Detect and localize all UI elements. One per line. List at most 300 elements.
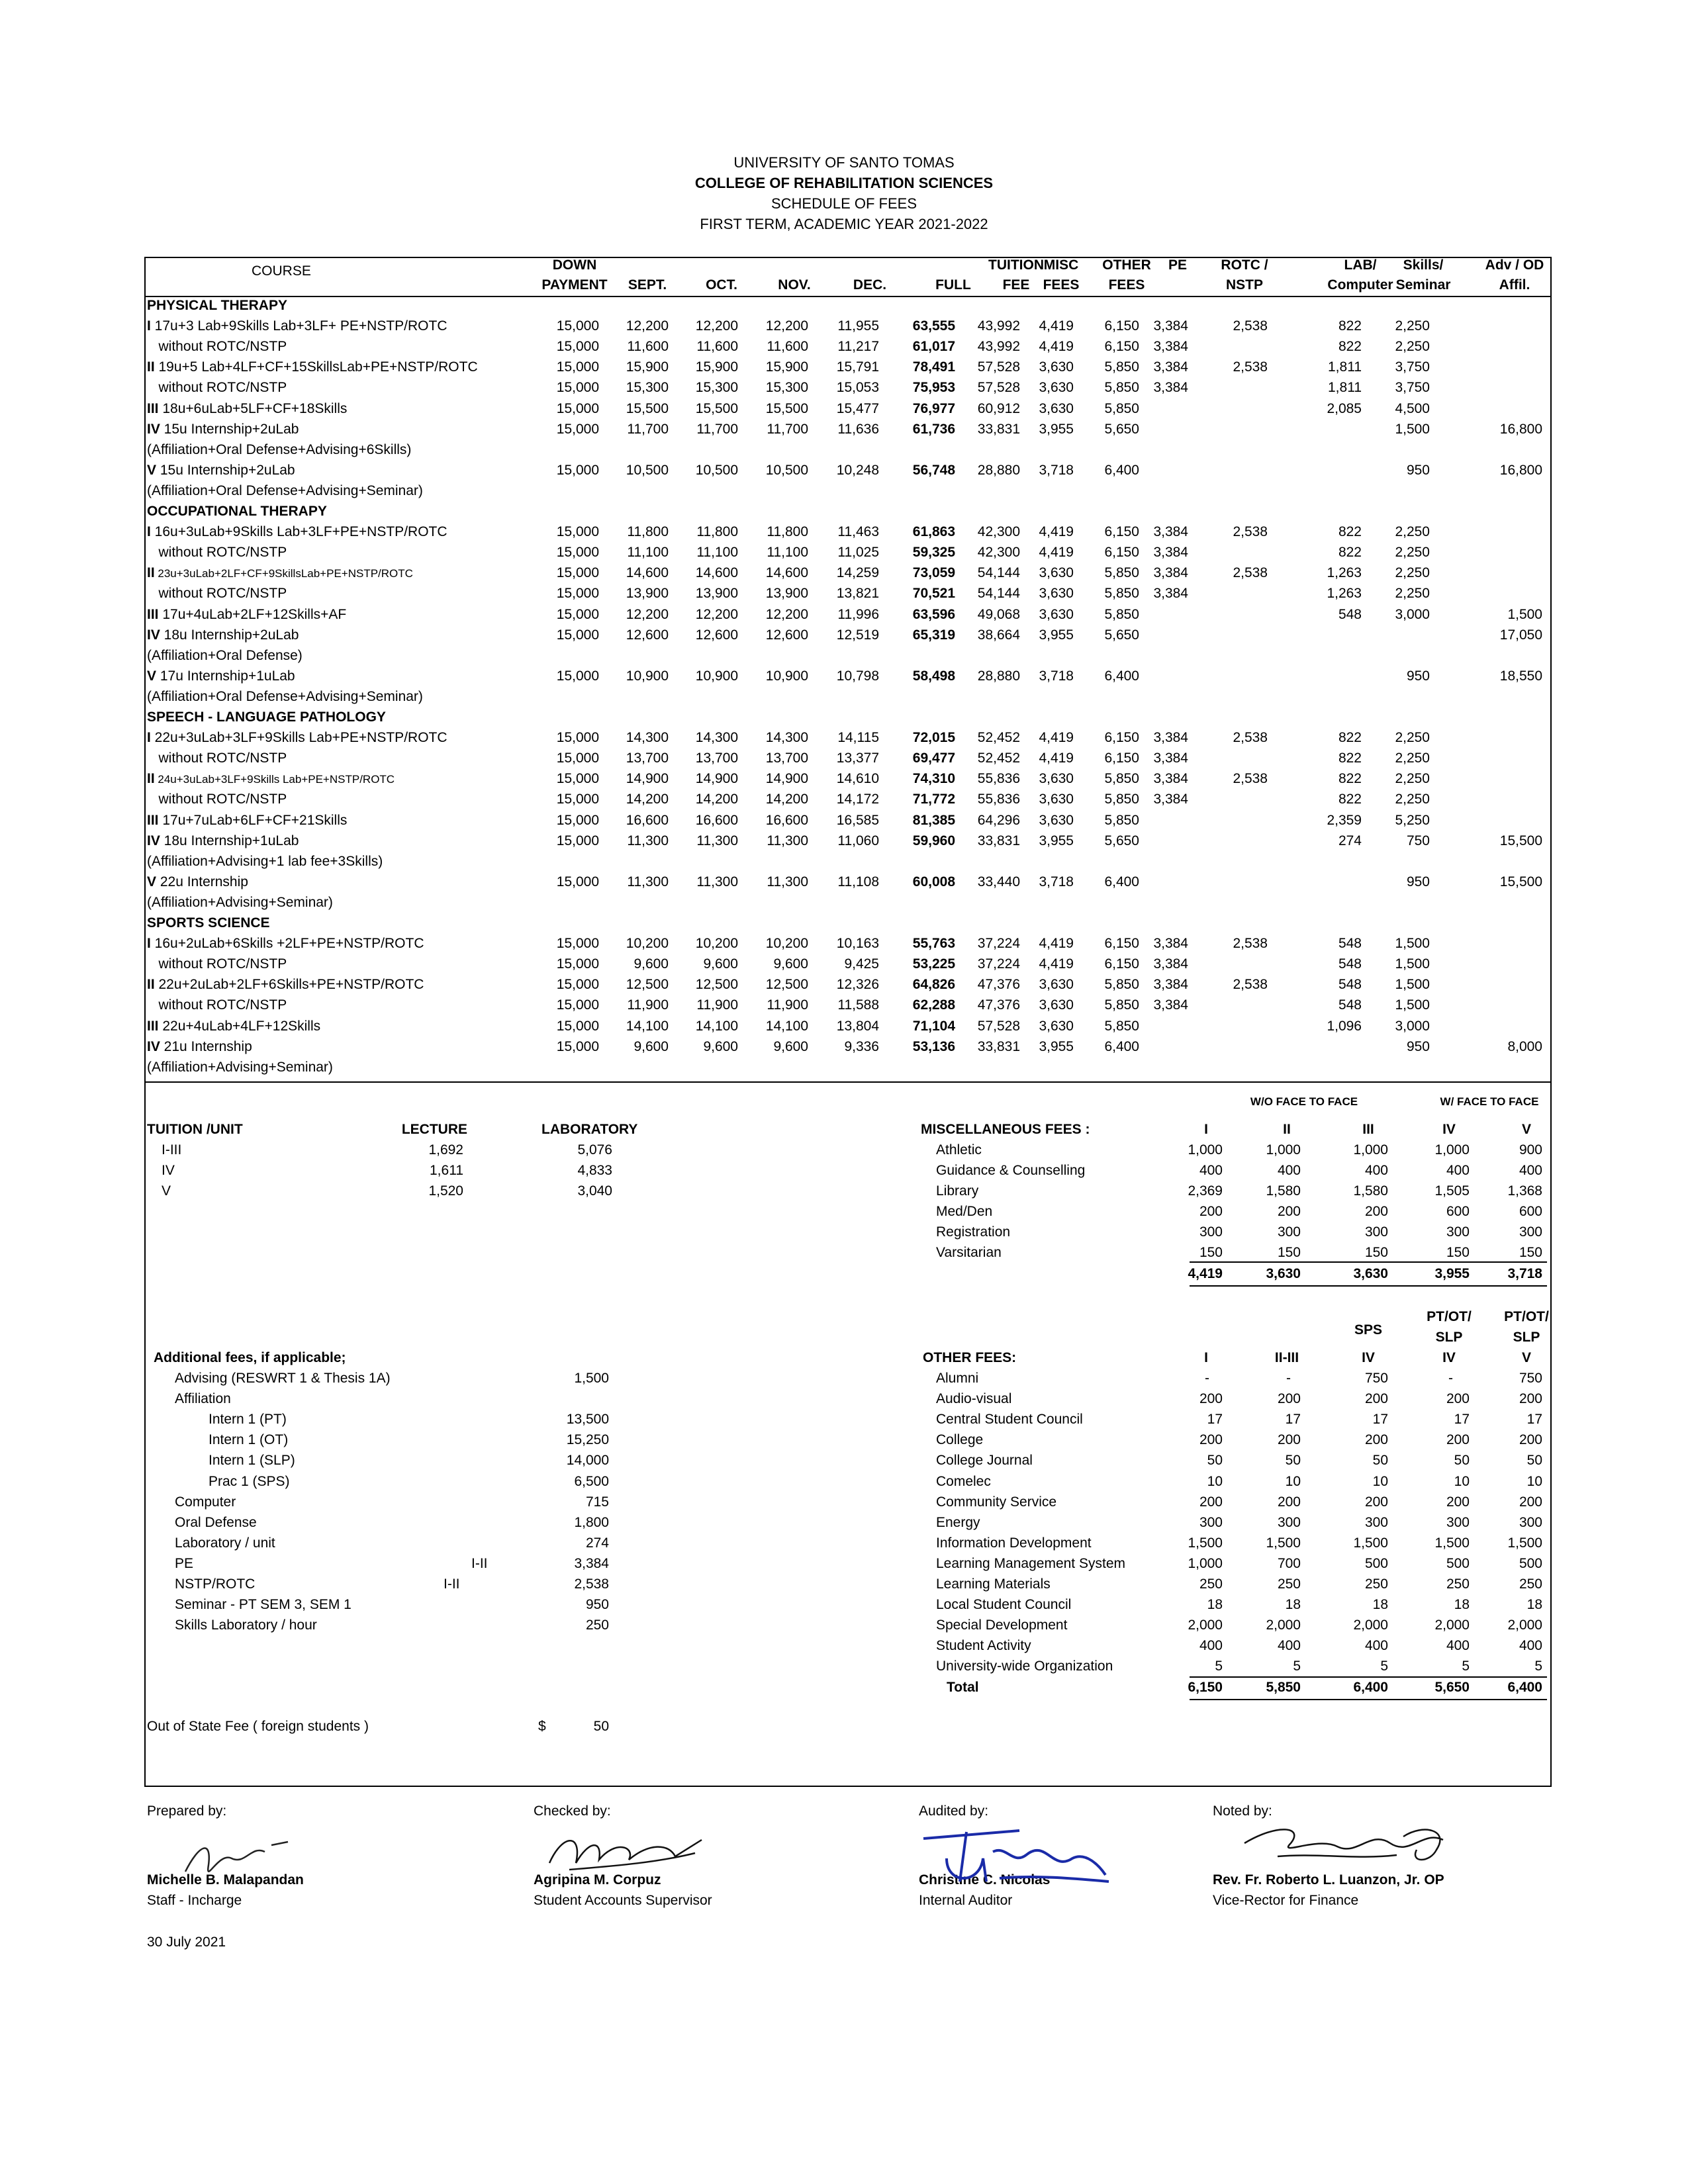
fee-cell: 6,150: [1104, 339, 1139, 355]
fee-cell: 950: [1406, 874, 1430, 889]
fee-cell: 55,836: [977, 771, 1020, 787]
fee-cell: 37,224: [977, 936, 1020, 952]
year-level: V: [147, 668, 157, 684]
fee-cell: 2,538: [1233, 771, 1268, 787]
fee-cell: 11,900: [627, 997, 669, 1013]
other-fee-value: 200: [1364, 1432, 1388, 1448]
fee-cell: 15,000: [556, 792, 599, 807]
misc-fee-value: 600: [1519, 1204, 1542, 1219]
col-header-course: COURSE: [252, 263, 311, 279]
tuition-lab-header: LABORATORY: [541, 1122, 638, 1137]
fee-cell: 3,384: [1153, 565, 1188, 581]
course-label: [147, 831, 299, 851]
fee-cell: 33,831: [977, 1038, 1020, 1054]
fee-cell: 11,217: [837, 339, 879, 355]
fee-cell: 18,550: [1499, 668, 1542, 684]
fee-cell: 6,150: [1104, 936, 1139, 952]
col-header-line2: Affil.: [1499, 277, 1530, 293]
misc-total-value: 3,630: [1266, 1266, 1301, 1281]
other-fee-value: -: [1448, 1371, 1453, 1386]
col-header-line1: MISC: [1043, 257, 1079, 273]
fee-cell: 14,115: [837, 730, 879, 746]
course-label: [147, 337, 287, 357]
fee-cell: 2,250: [1395, 771, 1430, 787]
signature-corpuz: [543, 1827, 715, 1880]
misc-fee-value: 1,000: [1266, 1142, 1301, 1158]
other-fee-value: 300: [1446, 1514, 1470, 1530]
additional-fee-label: Intern 1 (OT): [209, 1432, 289, 1448]
other-fee-value: 18: [1285, 1597, 1301, 1613]
fee-cell: 15,000: [556, 400, 599, 416]
out-of-state-value: 50: [593, 1719, 609, 1734]
fee-cell: 3,630: [1039, 586, 1074, 602]
other-fee-value: 2,000: [1353, 1617, 1388, 1633]
misc-fee-value: 150: [1519, 1245, 1542, 1260]
other-fee-value: 17: [1285, 1412, 1301, 1428]
fee-cell: 5,650: [1104, 421, 1139, 437]
course-description: 17u+7uLab+6LF+CF+21Skills: [158, 812, 348, 828]
course-description: 16u+2uLab+6Skills +2LF+PE+NSTP/ROTC: [150, 936, 424, 952]
fee-cell: 1,811: [1328, 359, 1362, 375]
other-fee-value: 250: [1519, 1576, 1542, 1592]
fee-cell: 5,850: [1104, 792, 1139, 807]
course-label: [147, 749, 287, 768]
other-fee-value: 500: [1519, 1555, 1542, 1571]
additional-fee-value: 6,500: [574, 1473, 609, 1489]
tuition-lab-value: 5,076: [577, 1142, 612, 1158]
fee-cell: 15,900: [695, 359, 738, 375]
year-level: IV: [147, 1038, 160, 1054]
other-fee-value: 2,000: [1188, 1617, 1223, 1633]
misc-fee-value: 300: [1446, 1224, 1470, 1240]
course-label: [147, 995, 287, 1015]
fee-cell: 15,500: [765, 400, 808, 416]
course-label: [147, 728, 447, 748]
additional-fee-label: Laboratory / unit: [175, 1535, 275, 1551]
other-fee-value: 200: [1364, 1391, 1388, 1407]
fee-cell: 9,600: [633, 956, 669, 972]
course-label: [147, 316, 447, 336]
fee-cell: 63,596: [912, 606, 955, 622]
course-label: [147, 872, 248, 892]
other-fee-value: 250: [1277, 1576, 1301, 1592]
col-header-line2: FEES: [1108, 277, 1145, 293]
fee-cell: 65,319: [912, 627, 955, 643]
fee-cell: 2,250: [1395, 339, 1430, 355]
other-fee-value: 17: [1372, 1412, 1388, 1428]
other-fee-value: 17: [1454, 1412, 1470, 1428]
fee-cell: 5,850: [1104, 1018, 1139, 1034]
course-label: [147, 769, 395, 790]
misc-wo-f2f-header: W/O FACE TO FACE: [1250, 1095, 1358, 1108]
fee-cell: 74,310: [912, 771, 955, 787]
course-label: [147, 420, 299, 439]
col-header-line2: NSTP: [1225, 277, 1263, 293]
fee-cell: 2,538: [1233, 565, 1268, 581]
fee-cell: 11,108: [837, 874, 879, 889]
other-ptot-iv-header-2: SLP: [1435, 1330, 1463, 1345]
document-date: 30 July 2021: [147, 1934, 226, 1950]
fee-cell: 5,850: [1104, 400, 1139, 416]
misc-fee-value: 300: [1364, 1224, 1388, 1240]
col-header-line2: SEPT.: [628, 277, 667, 293]
fee-cell: 11,300: [627, 833, 669, 848]
fee-cell: 56,748: [912, 462, 955, 478]
fee-cell: 1,500: [1395, 997, 1430, 1013]
year-level: II: [147, 977, 155, 993]
fee-cell: 14,300: [695, 730, 738, 746]
fee-cell: 822: [1338, 524, 1362, 540]
other-fee-value: 700: [1277, 1555, 1301, 1571]
fee-cell: 15,000: [556, 1018, 599, 1034]
fee-cell: 11,300: [767, 833, 808, 848]
fee-cell: 6,150: [1104, 545, 1139, 561]
fee-cell: 1,500: [1507, 606, 1542, 622]
other-fee-value: 17: [1207, 1412, 1223, 1428]
fee-cell: 1,500: [1395, 421, 1430, 437]
other-fee-value: 1,500: [1188, 1535, 1223, 1551]
fee-cell: 15,000: [556, 524, 599, 540]
other-fee-name: Audio-visual: [936, 1391, 1012, 1407]
course-label: [147, 811, 347, 831]
course-description: 24u+3uLab+3LF+9Skills Lab+PE+NSTP/ROTC: [154, 773, 395, 786]
fee-cell: 3,718: [1039, 462, 1074, 478]
university-name: UNIVERSITY OF SANTO TOMAS: [733, 154, 955, 171]
college-name: COLLEGE OF REHABILITATION SCIENCES: [694, 175, 994, 191]
misc-fee-name: Registration: [936, 1224, 1011, 1240]
fee-cell: 2,538: [1233, 977, 1268, 993]
fee-cell: 57,528: [977, 380, 1020, 396]
fee-cell: 17,050: [1499, 627, 1542, 643]
additional-fee-label: Affiliation: [175, 1391, 231, 1407]
fee-cell: 4,500: [1395, 400, 1430, 416]
fee-cell: 14,600: [626, 565, 669, 581]
fee-cell: 3,750: [1395, 359, 1430, 375]
other-fee-value: 10: [1526, 1473, 1542, 1489]
fee-cell: 3,384: [1153, 524, 1188, 540]
fee-cell: 1,500: [1395, 936, 1430, 952]
fee-cell: 15,000: [556, 771, 599, 787]
fee-cell: 57,528: [977, 1018, 1020, 1034]
misc-fee-value: 1,000: [1434, 1142, 1470, 1158]
fee-cell: 15,000: [556, 318, 599, 334]
fee-cell: 15,000: [556, 751, 599, 766]
col-header-line2: FEE: [1002, 277, 1030, 293]
other-fee-value: 400: [1446, 1638, 1470, 1654]
col-header-line2: Seminar: [1395, 277, 1451, 293]
fee-cell: 2,538: [1233, 359, 1268, 375]
fee-cell: 11,700: [627, 421, 669, 437]
fee-cell: 822: [1338, 751, 1362, 766]
other-fee-value: 5: [1215, 1659, 1223, 1674]
fee-cell: 9,600: [773, 1038, 808, 1054]
signatory-title: Staff - Incharge: [147, 1893, 242, 1908]
fee-cell: 38,664: [977, 627, 1020, 643]
fee-cell: 3,955: [1039, 421, 1074, 437]
other-fee-value: 500: [1364, 1555, 1388, 1571]
fee-cell: 4,419: [1039, 751, 1074, 766]
additional-fee-label: Prac 1 (SPS): [209, 1473, 290, 1489]
year-level: I: [147, 524, 151, 540]
other-fee-value: 1,500: [1353, 1535, 1388, 1551]
fee-cell: 11,300: [696, 874, 738, 889]
fee-cell: 11,700: [696, 421, 738, 437]
fee-cell: 15,000: [556, 627, 599, 643]
course-label: [147, 584, 287, 604]
fee-cell: 78,491: [912, 359, 955, 375]
other-fee-value: 5: [1293, 1659, 1301, 1674]
fee-cell: 33,831: [977, 833, 1020, 848]
signature-luanzon: [1238, 1817, 1463, 1883]
other-fee-value: 1,500: [1507, 1535, 1542, 1551]
misc-fee-name: Guidance & Counselling: [936, 1163, 1086, 1178]
out-of-state-label: Out of State Fee ( foreign students ): [147, 1719, 369, 1734]
fee-cell: 15,791: [836, 359, 879, 375]
fee-cell: 822: [1338, 730, 1362, 746]
fee-cell: 3,630: [1039, 771, 1074, 787]
other-fee-name: University-wide Organization: [936, 1659, 1113, 1674]
course-description: without ROTC/NSTP: [147, 956, 287, 972]
tuition-level: IV: [162, 1163, 175, 1178]
fee-cell: 11,300: [696, 833, 738, 848]
fee-cell: 822: [1338, 545, 1362, 561]
other-fee-value: 50: [1207, 1453, 1223, 1469]
other-fee-value: 200: [1446, 1494, 1470, 1510]
fee-cell: 16,800: [1499, 462, 1542, 478]
fee-cell: 1,263: [1327, 586, 1362, 602]
misc-fee-value: 200: [1199, 1204, 1223, 1219]
tuition-lecture-value: 1,611: [430, 1163, 463, 1178]
fee-cell: 71,104: [912, 1018, 955, 1034]
fee-cell: 10,200: [765, 936, 808, 952]
year-level: V: [147, 874, 157, 889]
fee-cell: 28,880: [977, 668, 1020, 684]
other-total-label: Total: [947, 1680, 979, 1695]
fee-cell: 822: [1338, 771, 1362, 787]
other-fee-value: 50: [1372, 1453, 1388, 1469]
fee-cell: 11,900: [696, 997, 738, 1013]
fee-cell: 47,376: [977, 977, 1020, 993]
misc-w-f2f-header: W/ FACE TO FACE: [1440, 1095, 1539, 1108]
other-col-header: IV: [1362, 1350, 1375, 1365]
fee-cell: 15,000: [556, 977, 599, 993]
misc-col-header: I: [1204, 1122, 1208, 1137]
signatory-name: Michelle B. Malapandan: [147, 1872, 304, 1888]
fee-cell: 3,630: [1039, 812, 1074, 828]
fee-cell: 15,000: [556, 421, 599, 437]
fee-cell: 750: [1406, 833, 1430, 848]
fee-cell: 950: [1406, 668, 1430, 684]
fee-cell: 47,376: [977, 997, 1020, 1013]
fee-cell: 4,419: [1039, 730, 1074, 746]
fee-cell: 3,955: [1039, 1038, 1074, 1054]
misc-fee-value: 1,000: [1353, 1142, 1388, 1158]
fee-cell: 9,600: [703, 1038, 738, 1054]
fee-cell: 14,200: [626, 792, 669, 807]
misc-total-value: 3,630: [1353, 1266, 1388, 1281]
additional-fee-value: 1,500: [574, 1371, 609, 1386]
signatory-role: Checked by:: [534, 1803, 611, 1819]
fee-cell: 12,519: [836, 627, 879, 643]
misc-fee-value: 150: [1364, 1245, 1388, 1260]
fee-cell: 9,425: [844, 956, 879, 972]
course-description: 21u Internship: [160, 1038, 252, 1054]
col-header-line2: OCT.: [706, 277, 737, 293]
fee-cell: 5,850: [1104, 771, 1139, 787]
signatory-title: Vice-Rector for Finance: [1213, 1893, 1359, 1908]
course-description: 15u Internship+2uLab: [160, 421, 299, 437]
misc-col-header: V: [1521, 1122, 1531, 1137]
misc-fee-name: Med/Den: [936, 1204, 993, 1219]
fee-cell: 11,800: [767, 524, 808, 540]
additional-fee-label: Intern 1 (SLP): [209, 1453, 295, 1469]
year-level: III: [147, 606, 159, 622]
term-label: FIRST TERM, ACADEMIC YEAR 2021-2022: [700, 216, 988, 232]
other-ptot-v-header-2: SLP: [1513, 1330, 1540, 1345]
fee-cell: 2,538: [1233, 318, 1268, 334]
fee-cell: 3,384: [1153, 997, 1188, 1013]
tuition-lecture-header: LECTURE: [401, 1122, 467, 1137]
misc-fee-name: Varsitarian: [936, 1245, 1002, 1260]
misc-total-underline: [1190, 1285, 1547, 1287]
course-description: without ROTC/NSTP: [147, 586, 287, 602]
course-note: (Affiliation+Advising+1 lab fee+3Skills): [147, 853, 383, 869]
other-fee-name: Central Student Council: [936, 1412, 1083, 1428]
fee-cell: 5,850: [1104, 586, 1139, 602]
year-level: III: [147, 400, 159, 416]
fee-cell: 5,650: [1104, 833, 1139, 848]
additional-fee-value: 950: [585, 1597, 609, 1613]
fee-cell: 3,384: [1153, 977, 1188, 993]
other-fee-name: Information Development: [936, 1535, 1092, 1551]
fee-cell: 15,053: [836, 380, 879, 396]
fee-cell: 55,836: [977, 792, 1020, 807]
other-fee-value: 200: [1519, 1391, 1542, 1407]
fee-cell: 3,630: [1039, 400, 1074, 416]
additional-fee-value: 715: [585, 1494, 609, 1510]
fee-cell: 16,600: [695, 812, 738, 828]
fee-cell: 72,015: [912, 730, 955, 746]
other-fee-name: Alumni: [936, 1371, 979, 1386]
tuition-lecture-value: 1,520: [428, 1183, 463, 1199]
course-label: [147, 378, 287, 398]
other-fee-value: 18: [1372, 1597, 1388, 1613]
other-fee-value: 10: [1207, 1473, 1223, 1489]
fee-cell: 4,419: [1039, 956, 1074, 972]
fee-cell: 75,953: [912, 380, 955, 396]
fee-cell: 59,325: [912, 545, 955, 561]
fee-cell: 14,259: [836, 565, 879, 581]
other-fee-value: 200: [1446, 1391, 1470, 1407]
misc-fee-value: 150: [1199, 1245, 1223, 1260]
fee-cell: 12,200: [765, 606, 808, 622]
fee-cell: 11,600: [627, 339, 669, 355]
fee-cell: 3,384: [1153, 730, 1188, 746]
year-level: IV: [147, 833, 160, 848]
fee-cell: 3,384: [1153, 751, 1188, 766]
fee-cell: 14,600: [695, 565, 738, 581]
misc-title: MISCELLANEOUS FEES :: [921, 1122, 1090, 1137]
other-fee-value: 200: [1199, 1494, 1223, 1510]
course-label: [147, 605, 346, 625]
misc-total-rule: [1190, 1261, 1547, 1263]
fee-cell: 548: [1338, 606, 1362, 622]
other-fee-value: 500: [1446, 1555, 1470, 1571]
col-header-line1: Adv / OD: [1485, 257, 1544, 273]
fee-cell: 14,100: [695, 1018, 738, 1034]
col-header-line1: PE: [1168, 257, 1187, 273]
fee-cell: 12,200: [765, 318, 808, 334]
fee-cell: 10,798: [836, 668, 879, 684]
other-fee-value: -: [1286, 1371, 1291, 1386]
fee-cell: 6,400: [1104, 874, 1139, 889]
fee-cell: 3,630: [1039, 359, 1074, 375]
other-fees-title: OTHER FEES:: [923, 1350, 1017, 1365]
section-title: SPEECH - LANGUAGE PATHOLOGY: [147, 709, 386, 725]
fee-cell: 11,588: [837, 997, 879, 1013]
misc-fee-value: 400: [1519, 1163, 1542, 1178]
fee-cell: 60,912: [977, 400, 1020, 416]
other-total-value: 6,400: [1353, 1680, 1388, 1695]
other-fee-name: Special Development: [936, 1617, 1068, 1633]
misc-fee-value: 400: [1364, 1163, 1388, 1178]
col-header-line2: NOV.: [778, 277, 811, 293]
signatory-role: Noted by:: [1213, 1803, 1272, 1819]
course-label: [147, 563, 413, 584]
course-label: [147, 399, 347, 419]
fee-cell: 10,248: [836, 462, 879, 478]
other-fee-value: 200: [1364, 1494, 1388, 1510]
additional-fee-value: 14,000: [566, 1453, 609, 1469]
fee-cell: 11,700: [767, 421, 808, 437]
course-description: 17u Internship+1uLab: [156, 668, 295, 684]
signatory-title: Student Accounts Supervisor: [534, 1893, 712, 1908]
fee-cell: 11,100: [696, 545, 738, 561]
fee-cell: 4,419: [1039, 936, 1074, 952]
col-header-line1: Skills/: [1403, 257, 1444, 273]
fee-cell: 15,000: [556, 462, 599, 478]
other-total-value: 6,400: [1507, 1680, 1542, 1695]
course-note: (Affiliation+Advising+Seminar): [147, 1059, 333, 1075]
fee-cell: 11,060: [837, 833, 879, 848]
course-label: [147, 954, 287, 974]
fee-cell: 15,000: [556, 874, 599, 889]
additional-fee-label: Computer: [175, 1494, 236, 1510]
fee-cell: 2,250: [1395, 751, 1430, 766]
fee-cell: 12,200: [626, 606, 669, 622]
fee-cell: 64,826: [912, 977, 955, 993]
misc-col-header: IV: [1442, 1122, 1456, 1137]
other-fee-value: 200: [1199, 1391, 1223, 1407]
fee-cell: 43,992: [977, 339, 1020, 355]
fee-cell: 64,296: [977, 812, 1020, 828]
fee-cell: 16,800: [1499, 421, 1542, 437]
fee-cell: 73,059: [912, 565, 955, 581]
misc-total-value: 4,419: [1188, 1266, 1223, 1281]
fee-cell: 4,419: [1039, 339, 1074, 355]
signatory-role: Audited by:: [919, 1803, 989, 1819]
other-fee-value: 2,000: [1507, 1617, 1542, 1633]
course-label: [147, 522, 447, 542]
other-col-header: I: [1204, 1350, 1208, 1365]
fee-cell: 54,144: [977, 565, 1020, 581]
fee-cell: 15,000: [556, 359, 599, 375]
fee-cell: 43,992: [977, 318, 1020, 334]
fee-cell: 33,440: [977, 874, 1020, 889]
section-title: OCCUPATIONAL THERAPY: [147, 504, 327, 519]
fee-cell: 14,600: [765, 565, 808, 581]
fee-cell: 13,821: [836, 586, 879, 602]
